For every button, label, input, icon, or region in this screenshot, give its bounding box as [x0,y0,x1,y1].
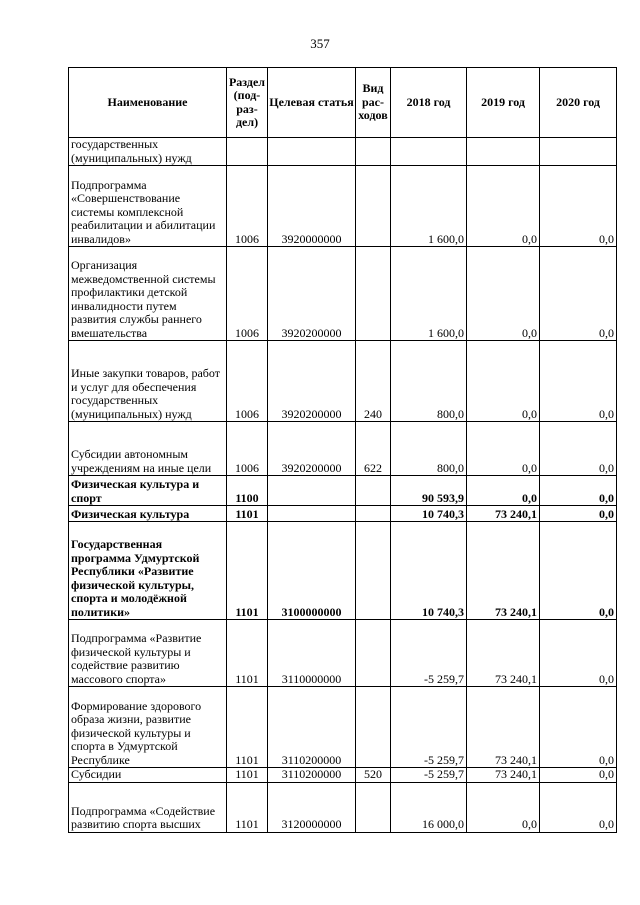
header-section: Раздел (под-раз-дел) [227,68,268,138]
cell-name: Субсидии автономным учреждениям на иные цели [69,422,227,476]
cell-y2019 [467,138,540,166]
cell-target: 3110000000 [268,620,356,687]
cell-name: Подпрограмма «Совершенствование системы комплексной реабилитации и абилитации инвалидов» [69,166,227,247]
cell-section: 1101 [227,768,268,783]
cell-section: 1006 [227,166,268,247]
cell-section: 1006 [227,341,268,422]
cell-y2018: 90 593,9 [391,476,467,506]
cell-y2018: -5 259,7 [391,768,467,783]
cell-name: Субсидии [69,768,227,783]
cell-y2019: 0,0 [467,341,540,422]
cell-y2018: 10 740,3 [391,506,467,522]
budget-table [68,67,617,833]
cell-y2018: 800,0 [391,341,467,422]
cell-target: 3920200000 [268,422,356,476]
cell-section: 1101 [227,782,268,832]
cell-name: Физическая культура и спорт [69,476,227,506]
table-row [69,138,617,166]
cell-type [356,687,391,768]
cell-y2019: 73 240,1 [467,768,540,783]
cell-target [268,138,356,166]
cell-section: 1101 [227,522,268,620]
cell-target: 3920200000 [268,341,356,422]
table-row [69,522,617,620]
cell-section: 1006 [227,247,268,341]
cell-type: 622 [356,422,391,476]
cell-y2019: 73 240,1 [467,522,540,620]
header-name: Наименование [69,68,227,138]
cell-section: 1006 [227,422,268,476]
cell-y2018: -5 259,7 [391,620,467,687]
table-row [69,782,617,832]
cell-y2020: 0,0 [540,768,617,783]
cell-y2020: 0,0 [540,247,617,341]
table-row [69,506,617,522]
table-row [69,476,617,506]
table-row [69,341,617,422]
cell-target [268,506,356,522]
table-row [69,247,617,341]
header-2019: 2019 год [467,68,540,138]
cell-name: Организация межведомственной системы профилактики детской инвалидности путем развития службы раннего вмешательства [69,247,227,341]
cell-name: государственных (муниципальных) нужд [69,138,227,166]
cell-target: 3110200000 [268,687,356,768]
cell-target: 3920200000 [268,247,356,341]
cell-y2020: 0,0 [540,422,617,476]
cell-type [356,782,391,832]
cell-section [227,138,268,166]
cell-y2018: 800,0 [391,422,467,476]
cell-type [356,166,391,247]
cell-type [356,247,391,341]
cell-target: 3120000000 [268,782,356,832]
page-number: 357 [310,36,330,51]
cell-y2020: 0,0 [540,687,617,768]
cell-name: Иные закупки товаров, работ и услуг для обеспечения государственных (муниципальных) нужд [69,341,227,422]
cell-name: Подпрограмма «Развитие физической культуры и содействие развитию массового спорта» [69,620,227,687]
cell-y2019: 0,0 [467,166,540,247]
cell-y2018: -5 259,7 [391,687,467,768]
cell-y2018: 1 600,0 [391,247,467,341]
cell-y2018 [391,138,467,166]
cell-section: 1100 [227,476,268,506]
cell-y2019: 0,0 [467,782,540,832]
cell-type [356,620,391,687]
header-type: Вид рас-ходов [356,68,391,138]
cell-y2020: 0,0 [540,341,617,422]
cell-y2020: 0,0 [540,166,617,247]
table-row [69,166,617,247]
table-row [69,422,617,476]
cell-y2020: 0,0 [540,522,617,620]
cell-y2019: 73 240,1 [467,687,540,768]
cell-y2020 [540,138,617,166]
cell-name: Формирование здорового образа жизни, развитие физической культуры и спорта в Удмуртской Республике [69,687,227,768]
cell-y2020: 0,0 [540,782,617,832]
table-row [69,768,617,783]
table-row [69,687,617,768]
table-row [69,620,617,687]
cell-target: 3100000000 [268,522,356,620]
cell-y2018: 1 600,0 [391,166,467,247]
cell-target: 3920000000 [268,166,356,247]
header-row [69,68,617,138]
cell-type [356,522,391,620]
header-target: Целевая статья [268,68,356,138]
cell-type: 240 [356,341,391,422]
cell-y2018: 10 740,3 [391,522,467,620]
cell-y2019: 0,0 [467,476,540,506]
cell-type [356,506,391,522]
cell-section: 1101 [227,620,268,687]
cell-y2019: 0,0 [467,247,540,341]
cell-y2020: 0,0 [540,476,617,506]
cell-y2019: 0,0 [467,422,540,476]
cell-target: 3110200000 [268,768,356,783]
cell-type [356,476,391,506]
cell-section: 1101 [227,687,268,768]
cell-type [356,138,391,166]
cell-name: Государственная программа Удмуртской Республики «Развитие физической культуры, спорта и молодёжной политики» [69,522,227,620]
cell-name: Подпрограмма «Содействие развитию спорта высших [69,782,227,832]
header-2018: 2018 год [391,68,467,138]
cell-y2019: 73 240,1 [467,506,540,522]
header-2020: 2020 год [540,68,617,138]
cell-y2018: 16 000,0 [391,782,467,832]
cell-type: 520 [356,768,391,783]
cell-y2020: 0,0 [540,506,617,522]
cell-y2019: 73 240,1 [467,620,540,687]
cell-section: 1101 [227,506,268,522]
cell-y2020: 0,0 [540,620,617,687]
cell-name: Физическая культура [69,506,227,522]
cell-target [268,476,356,506]
